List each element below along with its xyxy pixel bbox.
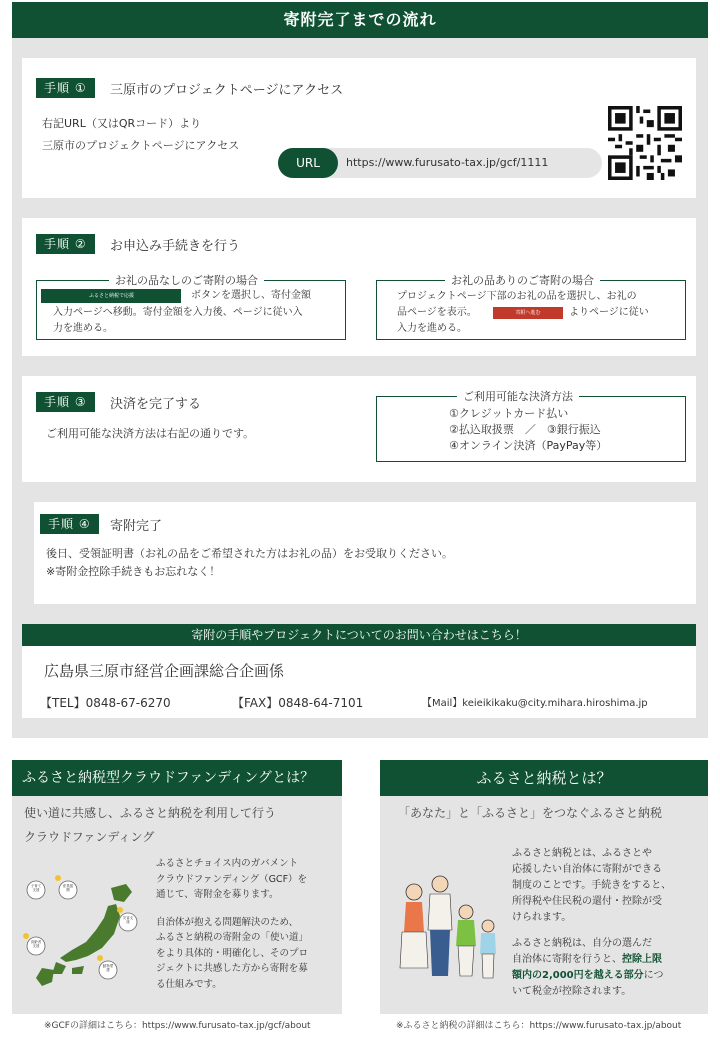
proceed-donate-button[interactable]: 寄附へ進む — [493, 307, 563, 319]
gcf-p2-line: る仕組みです。 — [156, 978, 222, 990]
gcf-p1-line: 通じて、寄附金を募ります。 — [156, 889, 279, 900]
furusato-description — [512, 846, 702, 1000]
furusato-p1-line: 応援したい自治体に寄附ができる — [512, 864, 662, 875]
qr-code-icon — [608, 106, 682, 180]
furusato-p2-tail: につ — [643, 970, 664, 981]
gcf-p2-line: をより具体的・明確化し、そのプロ — [156, 947, 309, 959]
gcf-panel — [12, 760, 342, 1014]
furusato-p2-line — [512, 968, 702, 984]
gift-line2b: よりページに従い — [569, 307, 649, 318]
furusato-panel — [380, 760, 708, 1014]
map-label: 災害支援 — [122, 916, 134, 924]
no-gift-line1: ボタンを選択し、寄付金額 — [191, 290, 311, 301]
deduction-amount-emphasis: 額内の2,000円を越える部分 — [512, 970, 644, 981]
gift-line1: プロジェクトページ下部のお礼の品を選択し、お礼の — [397, 291, 637, 302]
step1-title: 三原市のプロジェクトページにアクセス — [110, 83, 344, 98]
payment-method-3: ④オンライン決済（PayPay等） — [449, 439, 608, 452]
furusato-subtitle: 「あなた」と「ふるさと」をつなぐふるさと納税 — [398, 806, 663, 820]
url-tag: URL — [278, 148, 338, 178]
url-pill[interactable] — [278, 148, 602, 178]
donate-support-button[interactable]: ふるさと納税で応援 — [41, 289, 181, 303]
no-gift-line2: 入力ページへ移動。寄付金額を入力後、ページに従い入 — [53, 307, 303, 318]
family-illustration — [394, 872, 506, 992]
map-label: 子育て支援 — [30, 884, 42, 892]
contact-tel[interactable]: 【TEL】0848-67-6270 — [40, 696, 171, 710]
step2-title: お申込み手続きを行う — [110, 239, 241, 254]
step3-badge: 手順 ③ — [36, 392, 95, 412]
japan-map-illustration — [16, 870, 156, 1000]
furusato-p1-line: 制度のことです。手続きをすると、 — [512, 880, 672, 891]
step3-card — [22, 376, 696, 482]
gift-line3: 入力を進める。 — [397, 323, 467, 334]
gcf-p1-line: クラウドファンディング（GCF）を — [156, 873, 308, 885]
gift-box — [376, 274, 686, 340]
map-label: 動物愛護 — [102, 964, 114, 972]
contact-body — [22, 646, 696, 718]
deduction-limit-emphasis: 控除上限 — [622, 954, 662, 965]
step4-line1: 後日、受領証明書（お礼の品をご希望された方はお礼の品）をお受取りください。 — [46, 547, 453, 560]
project-url-link[interactable]: https://www.furusato-tax.jp/gcf/1111 — [346, 156, 549, 169]
step4-badge: 手順 ④ — [40, 514, 99, 534]
furusato-p2-line — [512, 952, 702, 968]
step3-title: 決済を完了する — [110, 397, 202, 412]
gcf-footnote[interactable]: ※GCFの詳細はこちら：https://www.furusato-tax.jp/gcf/about — [44, 1021, 311, 1031]
step1-text-line1: 右記URL（又はQRコード）より — [42, 117, 202, 130]
gcf-subtitle-1: 使い道に共感し、ふるさと納税を利用して行う — [24, 806, 277, 820]
payment-method-1: ①クレジットカード払い — [449, 407, 569, 420]
contact-department: 広島県三原市経営企画課総合企画係 — [44, 662, 285, 680]
furusato-p1-line: ふるさと納税とは、ふるさとや — [512, 848, 652, 859]
furusato-p1-line: 所得税や住民税の還付・控除が受 — [512, 896, 662, 907]
map-label: 産業振興 — [62, 884, 74, 892]
furusato-p2-line: いて税金が控除されます。 — [512, 986, 632, 997]
step4-title: 寄附完了 — [110, 519, 163, 534]
step2-badge: 手順 ② — [36, 234, 95, 254]
gcf-description — [156, 856, 308, 992]
gift-box-title: お礼の品ありのご寄附の場合 — [445, 272, 600, 288]
contact-header: 寄附の手順やプロジェクトについてのお問い合わせはこちら！ — [22, 624, 696, 646]
gcf-p2-line: ふるさと納税の寄附金の「使い道」 — [156, 932, 309, 943]
gcf-panel-title: ふるさと納税型クラウドファンディングとは？ — [12, 760, 342, 796]
step4-line2: ※寄附金控除手続きもお忘れなく！ — [46, 565, 221, 578]
furusato-panel-title: ふるさと納税とは？ — [380, 760, 708, 796]
furusato-p2-line: ふるさと納税は、自分の選んだ — [512, 938, 652, 949]
furusato-p2-text: 自治体に寄附を行うと、 — [512, 954, 622, 965]
furusato-footnote[interactable]: ※ふるさと納税の詳細はこちら：https://www.furusato-tax.jp/about — [396, 1021, 682, 1031]
payment-methods-title: ご利用可能な決済方法 — [457, 388, 579, 404]
no-gift-box-title: お礼の品なしのご寄附の場合 — [109, 272, 264, 288]
furusato-p1-line: けられます。 — [512, 912, 572, 923]
gift-line2a: 品ページを表示。 — [397, 307, 477, 318]
step4-card — [34, 502, 696, 604]
step1-text-line2: 三原市のプロジェクトページにアクセス — [42, 139, 240, 152]
gcf-subtitle-2: クラウドファンディング — [24, 830, 155, 844]
contact-fax[interactable]: 【FAX】0848-64-7101 — [232, 696, 364, 710]
no-gift-line3: 力を進める。 — [53, 323, 113, 334]
payment-methods-box — [376, 390, 686, 462]
gcf-p2-line: 自治体が抱える問題解決のため、 — [156, 916, 299, 928]
step2-card — [22, 218, 696, 356]
map-label: 高齢者支援 — [30, 940, 42, 948]
step1-badge: 手順 ① — [36, 78, 95, 98]
gcf-p1-line: ふるさとチョイス内のガバメント — [156, 858, 299, 869]
contact-mail[interactable]: 【Mail】keieikikaku@city.mihara.hiroshima.jp — [422, 698, 648, 709]
gcf-p2-line: ジェクトに共感した方から寄附を募 — [156, 963, 308, 974]
flow-title: 寄附完了までの流れ — [12, 2, 708, 38]
payment-method-2: ②払込取扱票 ／ ③銀行振込 — [449, 423, 601, 436]
no-gift-box — [36, 274, 346, 340]
step3-text: ご利用可能な決済方法は右記の通りです。 — [46, 427, 255, 440]
